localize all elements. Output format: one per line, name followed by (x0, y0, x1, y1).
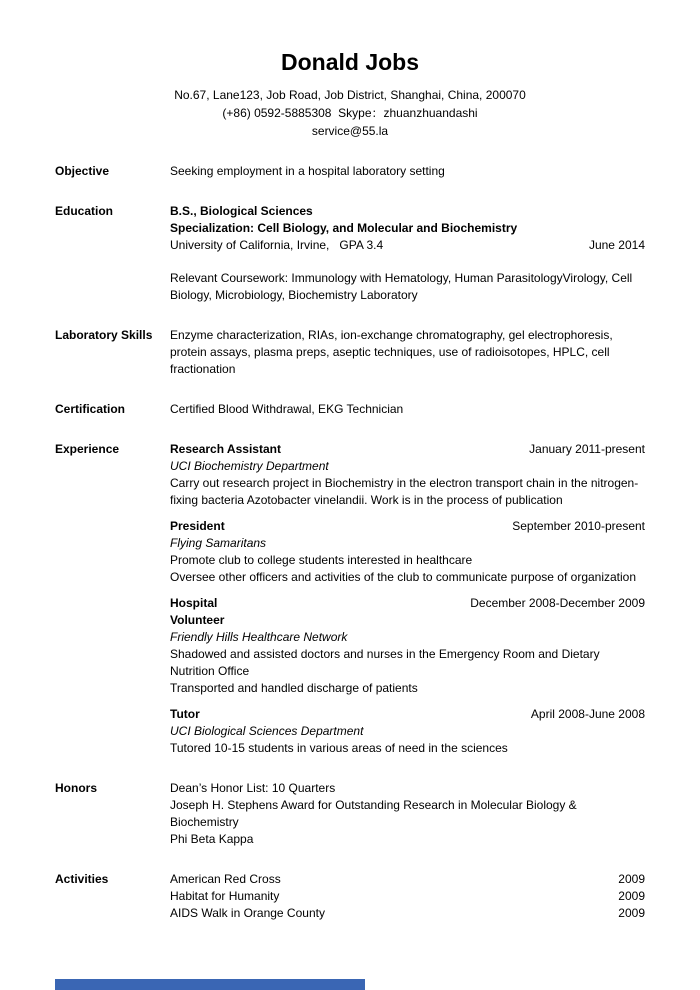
job-description: Carry out research project in Biochemistry in the electron transport chain in the nitrogen-fixing bacteria Azotobacter vinelandii. Work is in the process of publication (170, 476, 639, 507)
job-entry (170, 441, 645, 509)
activity-year: 2009 (618, 872, 645, 886)
section-education (55, 203, 645, 304)
experience-label: Experience (55, 442, 120, 456)
objective-text: Seeking employment in a hospital laboratory setting (170, 164, 445, 178)
job-date: January 2011-present (529, 442, 645, 456)
job-date: December 2008-December 2009 (470, 596, 645, 610)
education-specialization: Specialization: Cell Biology, and Molecular and Biochemistry (170, 221, 518, 235)
job-organization: Friendly Hills Healthcare Network (170, 630, 348, 644)
job-title: Research Assistant (170, 442, 281, 456)
job-entry (170, 518, 645, 586)
job-description: Transported and handled discharge of patients (170, 681, 418, 695)
contact-address: No.67, Lane123, Job Road, Job District, Shanghai, China, 200070 (174, 88, 526, 102)
candidate-name: Donald Jobs (280, 49, 419, 75)
job-description: Tutored 10-15 students in various areas of need in the sciences (170, 741, 508, 755)
certification-label: Certification (55, 402, 126, 416)
section-laboratory-skills (55, 327, 645, 378)
job-date: September 2010-present (512, 519, 645, 533)
job-description: Promote club to college students interested in healthcare (170, 553, 473, 567)
job-title: Tutor (170, 707, 200, 721)
job-entry (170, 595, 645, 697)
section-activities (55, 871, 645, 922)
honor-item: Dean’s Honor List: 10 Quarters (170, 781, 336, 795)
honor-item: Joseph H. Stephens Award for Outstanding Research in Molecular Biology & Biochemistry (170, 798, 577, 829)
activity-item (170, 888, 645, 905)
resume-header (55, 0, 645, 140)
job-title: Hospital Volunteer (170, 596, 225, 627)
section-certification (55, 401, 645, 418)
job-date: April 2008-June 2008 (530, 707, 645, 721)
honors-label: Honors (55, 781, 97, 795)
activity-year: 2009 (618, 889, 645, 903)
laboratory-skills-label: Laboratory Skills (55, 328, 153, 342)
objective-label: Objective (55, 164, 110, 178)
job-description: Shadowed and assisted doctors and nurses in the Emergency Room and Dietary Nutrition Office (170, 647, 600, 678)
horizontal-scrollbar-thumb[interactable] (55, 979, 365, 990)
activity-name: American Red Cross (170, 872, 281, 886)
job-entry (170, 706, 645, 757)
section-objective (55, 163, 645, 180)
laboratory-skills-text: Enzyme characterization, RIAs, ion-exchange chromatography, gel electrophoresis, protein assays, plasma preps, aseptic techniques, use of radioisotopes, HPLC, cell fractionation (170, 328, 613, 376)
certification-text: Certified Blood Withdrawal, EKG Technician (170, 402, 404, 416)
job-organization: UCI Biological Sciences Department (170, 724, 364, 738)
education-label: Education (55, 204, 114, 218)
contact-email: service@55.la (311, 124, 389, 138)
contact-phone-skype: (+86) 0592-5885308 Skype：zhuanzhuandashi (222, 106, 478, 120)
education-coursework: Relevant Coursework: Immunology with Hematology, Human ParasitologyVirology, Cell Biology, Microbiology, Biochemistry Laboratory (170, 271, 633, 302)
activity-name: Habitat for Humanity (170, 889, 280, 903)
education-date: June 2014 (588, 238, 645, 252)
activity-item (170, 871, 645, 888)
section-honors (55, 780, 645, 848)
activities-label: Activities (55, 872, 109, 886)
job-organization: UCI Biochemistry Department (170, 459, 329, 473)
activity-name: AIDS Walk in Orange County (170, 906, 325, 920)
section-experience (55, 441, 645, 757)
job-organization: Flying Samaritans (170, 536, 267, 550)
education-degree: B.S., Biological Sciences (170, 204, 313, 218)
activity-item (170, 905, 645, 922)
honor-item: Phi Beta Kappa (170, 832, 254, 846)
education-school-gpa: University of California, Irvine, GPA 3.4 (170, 238, 384, 252)
job-description: Oversee other officers and activities of the club to communicate purpose of organization (170, 570, 637, 584)
activity-year: 2009 (618, 906, 645, 920)
job-title: President (170, 519, 225, 533)
